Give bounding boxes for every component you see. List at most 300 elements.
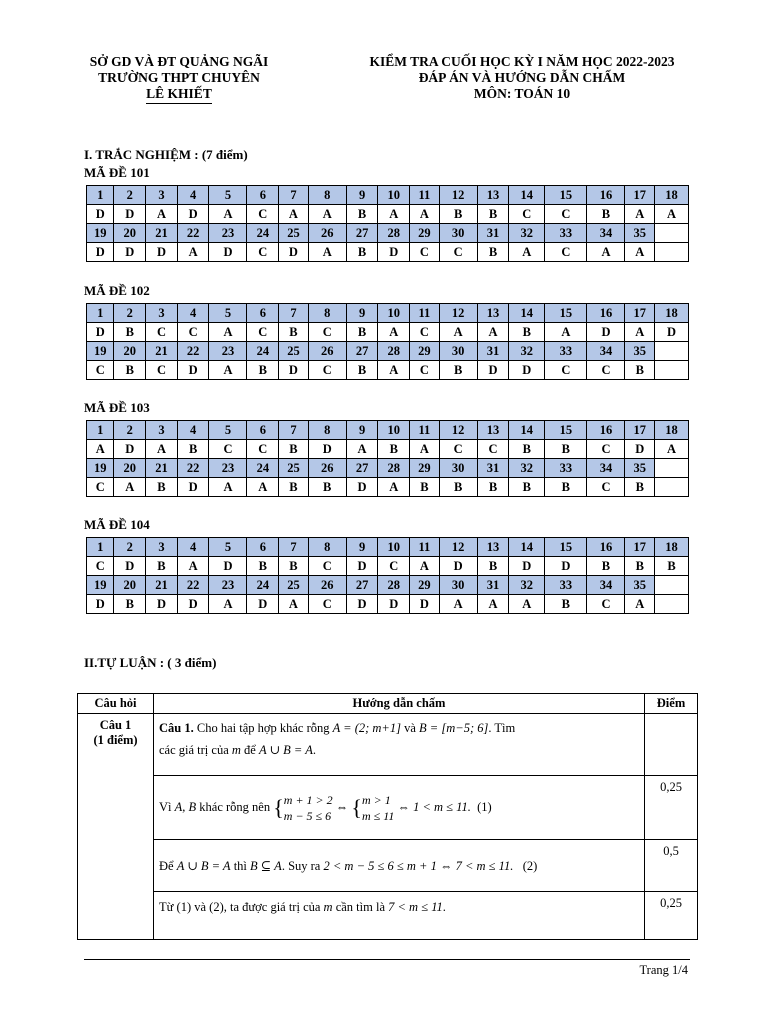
answer-row bbox=[87, 243, 689, 262]
question-number-cell: 14 bbox=[509, 421, 545, 440]
system1-line1: m + 1 > 2 bbox=[283, 792, 333, 807]
question-number-cell: 32 bbox=[509, 224, 545, 243]
question-number-cell: 29 bbox=[410, 342, 440, 361]
question-number-cell: 23 bbox=[209, 224, 247, 243]
answer-cell: B bbox=[346, 323, 378, 342]
answer-cell: C bbox=[308, 361, 346, 380]
answer-cell: D bbox=[279, 361, 309, 380]
step3-result: 7 < m ≤ 11 bbox=[388, 900, 443, 914]
answer-cell: C bbox=[410, 361, 440, 380]
answer-cell: B bbox=[410, 478, 440, 497]
question-number-cell: 15 bbox=[545, 421, 587, 440]
answer-cell: B bbox=[346, 243, 378, 262]
answer-cell: C bbox=[477, 440, 509, 459]
question-number-cell: 20 bbox=[114, 576, 146, 595]
question-number-cell: 12 bbox=[439, 186, 477, 205]
answer-cell: B bbox=[279, 557, 309, 576]
question-number-cell: 33 bbox=[545, 342, 587, 361]
answer-cell: B bbox=[625, 478, 655, 497]
question-number-cell: 28 bbox=[378, 576, 410, 595]
question-number-cell: 29 bbox=[410, 576, 440, 595]
question-number-cell: 28 bbox=[378, 342, 410, 361]
question-number-cell: 9 bbox=[346, 421, 378, 440]
answer-row bbox=[87, 595, 689, 614]
set-a: A = (2; m+1] bbox=[332, 721, 401, 735]
answer-cell: A bbox=[509, 243, 545, 262]
question-number-cell: 15 bbox=[545, 304, 587, 323]
question-number-cell: 6 bbox=[247, 304, 279, 323]
question-number-cell: 27 bbox=[346, 224, 378, 243]
answer-cell: B bbox=[545, 478, 587, 497]
question-number-cell: 6 bbox=[247, 186, 279, 205]
question-number-cell: 2 bbox=[114, 421, 146, 440]
answer-cell: B bbox=[625, 361, 655, 380]
brace-icon: { bbox=[273, 794, 284, 820]
question-number-cell: 6 bbox=[247, 421, 279, 440]
prompt-bold: Câu 1. bbox=[159, 721, 194, 735]
answer-cell: B bbox=[587, 557, 625, 576]
answer-cell: D bbox=[410, 595, 440, 614]
answer-cell: A bbox=[346, 440, 378, 459]
question-number-row bbox=[87, 538, 689, 557]
code-title: MÃ ĐỀ 104 bbox=[84, 517, 150, 532]
answer-table bbox=[86, 537, 689, 614]
question-number-cell: 31 bbox=[477, 224, 509, 243]
answer-cell: B bbox=[477, 205, 509, 224]
answer-row bbox=[87, 361, 689, 380]
question-number-cell: 3 bbox=[146, 421, 178, 440]
step1 bbox=[154, 776, 645, 840]
answer-cell: C bbox=[146, 361, 178, 380]
answer-cell: C bbox=[247, 323, 279, 342]
question-label: Câu 1 bbox=[99, 718, 132, 732]
question-number-cell: 17 bbox=[625, 421, 655, 440]
step2-points: 0,5 bbox=[645, 840, 698, 892]
exam-header bbox=[352, 54, 692, 102]
answer-cell: C bbox=[509, 205, 545, 224]
step2-condition: A ∪ B = A bbox=[176, 858, 231, 873]
answer-cell: A bbox=[114, 478, 146, 497]
step3 bbox=[154, 892, 645, 940]
question-number-cell: 25 bbox=[279, 459, 309, 478]
answer-cell: D bbox=[146, 595, 178, 614]
school-header bbox=[84, 54, 274, 104]
question-number-cell bbox=[655, 342, 689, 361]
question-number-cell: 1 bbox=[87, 538, 114, 557]
answer-cell: D bbox=[209, 243, 247, 262]
prompt-condition: A ∪ B = A bbox=[258, 743, 313, 757]
question-number-cell: 10 bbox=[378, 421, 410, 440]
subject-title: MÔN: TOÁN 10 bbox=[473, 86, 571, 101]
question-prompt bbox=[154, 714, 645, 776]
answer-cell: A bbox=[177, 557, 209, 576]
question-number-cell: 8 bbox=[308, 421, 346, 440]
question-number-cell: 3 bbox=[146, 186, 178, 205]
section2-title: II.TỰ LUẬN : ( 3 điểm) bbox=[84, 655, 217, 670]
question-number-row bbox=[87, 186, 689, 205]
answer-cell: B bbox=[146, 478, 178, 497]
exam-title: KIỂM TRA CUỐI HỌC KỲ I NĂM HỌC 2022-2023 bbox=[369, 54, 675, 69]
question-number-cell: 30 bbox=[439, 459, 477, 478]
step1-text2: khác rỗng nên bbox=[196, 799, 274, 814]
answer-cell: D bbox=[545, 557, 587, 576]
answer-cell: C bbox=[378, 557, 410, 576]
system2-line1: m > 1 bbox=[361, 792, 391, 807]
question-number-cell: 27 bbox=[346, 459, 378, 478]
question-number-cell: 35 bbox=[625, 342, 655, 361]
answer-cell: D bbox=[346, 557, 378, 576]
answer-cell: D bbox=[625, 440, 655, 459]
question-number-cell: 16 bbox=[587, 186, 625, 205]
question-number-cell bbox=[655, 576, 689, 595]
answer-cell: B bbox=[346, 361, 378, 380]
answer-cell: D bbox=[87, 205, 114, 224]
question-number-cell: 32 bbox=[509, 459, 545, 478]
answer-cell: A bbox=[378, 323, 410, 342]
step2-inequality: 2 < m − 5 ≤ 6 ≤ m + 1 ⇔ 7 < m ≤ 11. bbox=[323, 858, 514, 873]
answer-cell: C bbox=[587, 595, 625, 614]
question-points: (1 điểm) bbox=[93, 733, 138, 747]
question-number-cell: 22 bbox=[177, 576, 209, 595]
answer-cell: C bbox=[308, 557, 346, 576]
question-number-cell: 16 bbox=[587, 421, 625, 440]
footer-divider bbox=[84, 959, 690, 960]
answer-cell: A bbox=[209, 595, 247, 614]
question-number-cell: 10 bbox=[378, 186, 410, 205]
prompt-end: . bbox=[312, 743, 316, 757]
step1-text: Vì bbox=[159, 799, 175, 814]
question-number-cell: 2 bbox=[114, 538, 146, 557]
answer-cell: D bbox=[587, 323, 625, 342]
answer-cell: B bbox=[439, 205, 477, 224]
answer-cell: A bbox=[625, 323, 655, 342]
answer-cell: C bbox=[587, 440, 625, 459]
school-name: TRƯỜNG THPT CHUYÊN bbox=[98, 70, 260, 85]
answer-cell: B bbox=[625, 557, 655, 576]
answer-cell: B bbox=[509, 323, 545, 342]
question-number-cell: 1 bbox=[87, 421, 114, 440]
answer-key-title: ĐÁP ÁN VÀ HƯỚNG DẪN CHẤM bbox=[418, 70, 626, 85]
question-number-cell: 24 bbox=[247, 576, 279, 595]
step1-points: 0,25 bbox=[645, 776, 698, 840]
answer-row bbox=[87, 478, 689, 497]
answer-cell: A bbox=[279, 205, 309, 224]
answer-cell: D bbox=[346, 595, 378, 614]
question-number-cell: 35 bbox=[625, 576, 655, 595]
question-number-cell: 29 bbox=[410, 459, 440, 478]
question-number-cell: 28 bbox=[378, 224, 410, 243]
question-number-row bbox=[87, 421, 689, 440]
question-number-cell: 11 bbox=[410, 538, 440, 557]
question-number-cell: 24 bbox=[247, 459, 279, 478]
question-number-cell: 9 bbox=[346, 538, 378, 557]
code-title: MÃ ĐỀ 103 bbox=[84, 400, 150, 415]
answer-cell: A bbox=[378, 478, 410, 497]
question-number-cell: 29 bbox=[410, 224, 440, 243]
answer-cell: D bbox=[177, 205, 209, 224]
question-number-cell: 3 bbox=[146, 304, 178, 323]
question-number-cell: 15 bbox=[545, 186, 587, 205]
answer-cell: A bbox=[655, 440, 689, 459]
answer-row bbox=[87, 557, 689, 576]
question-number-cell: 20 bbox=[114, 224, 146, 243]
answer-cell: D bbox=[655, 323, 689, 342]
answer-cell: C bbox=[545, 205, 587, 224]
brace-icon: { bbox=[351, 794, 362, 820]
question-number-cell: 14 bbox=[509, 186, 545, 205]
answer-cell: B bbox=[439, 478, 477, 497]
step3-var-m: m bbox=[323, 900, 333, 914]
question-number-cell: 7 bbox=[279, 538, 309, 557]
system2-line2: m ≤ 11 bbox=[361, 808, 395, 823]
question-number-cell: 17 bbox=[625, 538, 655, 557]
answer-cell: B bbox=[247, 361, 279, 380]
question-number-cell: 23 bbox=[209, 576, 247, 595]
section1-title: I. TRẮC NGHIỆM : (7 điểm) bbox=[84, 147, 248, 162]
col-guide-header: Hướng dẫn chấm bbox=[154, 694, 645, 714]
question-number-cell: 33 bbox=[545, 576, 587, 595]
answer-cell: A bbox=[587, 243, 625, 262]
prompt-de: để bbox=[240, 743, 259, 757]
question-number-cell: 30 bbox=[439, 224, 477, 243]
step3-text: Từ (1) và (2), ta được giá trị của bbox=[159, 900, 324, 914]
question-number-cell: 27 bbox=[346, 576, 378, 595]
question-number-cell: 25 bbox=[279, 576, 309, 595]
answer-cell: B bbox=[308, 478, 346, 497]
answer-cell: C bbox=[177, 323, 209, 342]
question-number-cell: 34 bbox=[587, 342, 625, 361]
answer-cell: A bbox=[477, 595, 509, 614]
answer-cell: C bbox=[587, 478, 625, 497]
answer-cell: A bbox=[410, 557, 440, 576]
question-number-cell: 23 bbox=[209, 342, 247, 361]
step1-sets: A, B bbox=[174, 799, 197, 814]
question-number-cell: 17 bbox=[625, 304, 655, 323]
answer-cell: B bbox=[114, 323, 146, 342]
question-number-cell: 8 bbox=[308, 186, 346, 205]
answer-cell: C bbox=[146, 323, 178, 342]
answer-cell: B bbox=[545, 595, 587, 614]
question-number-cell: 34 bbox=[587, 576, 625, 595]
question-number-cell: 5 bbox=[209, 186, 247, 205]
code-title: MÃ ĐỀ 101 bbox=[84, 165, 150, 180]
question-number-cell: 33 bbox=[545, 224, 587, 243]
answer-cell: A bbox=[655, 205, 689, 224]
step2-text3: . Suy ra bbox=[281, 858, 324, 873]
answer-table bbox=[86, 420, 689, 497]
answer-cell: B bbox=[378, 440, 410, 459]
question-number-cell: 5 bbox=[209, 421, 247, 440]
answer-cell: A bbox=[279, 595, 309, 614]
answer-cell: A bbox=[410, 205, 440, 224]
question-number-cell: 18 bbox=[655, 538, 689, 557]
question-number-cell: 30 bbox=[439, 576, 477, 595]
answer-cell: A bbox=[625, 205, 655, 224]
question-number-cell: 24 bbox=[247, 342, 279, 361]
question-number-cell: 20 bbox=[114, 342, 146, 361]
question-number-cell: 7 bbox=[279, 186, 309, 205]
answer-cell: B bbox=[477, 557, 509, 576]
answer-cell: B bbox=[114, 361, 146, 380]
question-number-cell: 9 bbox=[346, 186, 378, 205]
question-number-cell: 35 bbox=[625, 224, 655, 243]
question-number-cell: 13 bbox=[477, 304, 509, 323]
question-number-cell bbox=[655, 224, 689, 243]
system-1 bbox=[284, 792, 333, 824]
question-number-cell: 13 bbox=[477, 421, 509, 440]
question-number-cell: 21 bbox=[146, 459, 178, 478]
step1-result: ⇔ 1 < m ≤ 11. bbox=[397, 799, 471, 814]
answer-cell: D bbox=[177, 361, 209, 380]
answer-cell: A bbox=[477, 323, 509, 342]
question-number-cell: 12 bbox=[439, 421, 477, 440]
question-number-cell bbox=[655, 459, 689, 478]
page-number: Trang 1/4 bbox=[639, 963, 688, 977]
answer-cell: C bbox=[247, 243, 279, 262]
question-number-cell: 23 bbox=[209, 459, 247, 478]
question-number-cell: 19 bbox=[87, 459, 114, 478]
question-number-cell: 19 bbox=[87, 342, 114, 361]
question-number-cell: 12 bbox=[439, 538, 477, 557]
answer-cell: A bbox=[509, 595, 545, 614]
question-number-cell: 32 bbox=[509, 576, 545, 595]
step2-subset: B ⊆ A bbox=[250, 858, 282, 873]
question-number-row bbox=[87, 459, 689, 478]
answer-row bbox=[87, 205, 689, 224]
answer-cell: D bbox=[346, 478, 378, 497]
answer-cell: D bbox=[114, 205, 146, 224]
answer-cell: C bbox=[247, 440, 279, 459]
question-number-cell: 7 bbox=[279, 421, 309, 440]
question-number-cell: 31 bbox=[477, 342, 509, 361]
answer-cell: C bbox=[587, 361, 625, 380]
question-number-cell: 18 bbox=[655, 421, 689, 440]
question-number-row bbox=[87, 576, 689, 595]
answer-cell: A bbox=[625, 595, 655, 614]
system-2 bbox=[362, 792, 394, 824]
answer-cell: C bbox=[308, 323, 346, 342]
question-number-cell: 5 bbox=[209, 304, 247, 323]
question-number-cell: 8 bbox=[308, 304, 346, 323]
question-number-cell: 30 bbox=[439, 342, 477, 361]
answer-cell: D bbox=[279, 243, 309, 262]
answer-cell: B bbox=[587, 205, 625, 224]
question-number-cell: 34 bbox=[587, 459, 625, 478]
answer-cell: C bbox=[545, 361, 587, 380]
answer-cell: C bbox=[308, 595, 346, 614]
question-number-cell: 4 bbox=[177, 304, 209, 323]
answer-cell: A bbox=[545, 323, 587, 342]
answer-cell: B bbox=[509, 478, 545, 497]
answer-cell: D bbox=[146, 243, 178, 262]
answer-cell: A bbox=[410, 440, 440, 459]
question-number-cell: 25 bbox=[279, 224, 309, 243]
answer-cell: D bbox=[114, 243, 146, 262]
question-number-cell: 2 bbox=[114, 304, 146, 323]
question-number-cell: 15 bbox=[545, 538, 587, 557]
answer-cell: D bbox=[308, 440, 346, 459]
answer-cell: A bbox=[209, 323, 247, 342]
answer-cell: A bbox=[378, 205, 410, 224]
answer-cell: D bbox=[509, 557, 545, 576]
question-number-cell: 19 bbox=[87, 224, 114, 243]
question-number-cell: 4 bbox=[177, 538, 209, 557]
question-number-cell: 17 bbox=[625, 186, 655, 205]
question-number-cell: 28 bbox=[378, 459, 410, 478]
answer-cell: B bbox=[146, 557, 178, 576]
answer-cell bbox=[655, 478, 689, 497]
prompt-points-cell bbox=[645, 714, 698, 776]
answer-cell: B bbox=[477, 243, 509, 262]
answer-cell: D bbox=[378, 243, 410, 262]
question-number-cell: 18 bbox=[655, 304, 689, 323]
question-number-cell: 33 bbox=[545, 459, 587, 478]
answer-cell bbox=[655, 361, 689, 380]
question-number-cell: 3 bbox=[146, 538, 178, 557]
answer-cell: A bbox=[177, 243, 209, 262]
question-number-cell: 26 bbox=[308, 224, 346, 243]
question-number-cell: 19 bbox=[87, 576, 114, 595]
question-number-cell: 8 bbox=[308, 538, 346, 557]
answer-cell: A bbox=[87, 440, 114, 459]
answer-cell: B bbox=[279, 440, 309, 459]
question-number-cell: 31 bbox=[477, 576, 509, 595]
question-number-cell: 22 bbox=[177, 459, 209, 478]
answer-cell: A bbox=[378, 361, 410, 380]
answer-row bbox=[87, 440, 689, 459]
answer-cell: A bbox=[308, 205, 346, 224]
step3-text2: cần tìm là bbox=[332, 900, 389, 914]
question-number-cell: 34 bbox=[587, 224, 625, 243]
answer-cell: C bbox=[410, 243, 440, 262]
question-number-cell: 27 bbox=[346, 342, 378, 361]
step3-end: . bbox=[442, 900, 446, 914]
answer-cell: A bbox=[209, 205, 247, 224]
system1-line2: m − 5 ≤ 6 bbox=[283, 808, 332, 823]
step3-points: 0,25 bbox=[645, 892, 698, 940]
question-number-cell: 1 bbox=[87, 186, 114, 205]
question-number-cell: 12 bbox=[439, 304, 477, 323]
question-number-cell: 26 bbox=[308, 576, 346, 595]
answer-cell: D bbox=[509, 361, 545, 380]
answer-table bbox=[86, 185, 689, 262]
question-number-cell: 18 bbox=[655, 186, 689, 205]
essay-guide-table bbox=[77, 693, 698, 940]
question-number-cell: 24 bbox=[247, 224, 279, 243]
step2-tag: (2) bbox=[522, 858, 538, 873]
answer-cell: C bbox=[439, 440, 477, 459]
question-number-cell: 35 bbox=[625, 459, 655, 478]
answer-cell: C bbox=[87, 478, 114, 497]
answer-cell: D bbox=[177, 478, 209, 497]
answer-cell: B bbox=[279, 323, 309, 342]
question-number-cell: 9 bbox=[346, 304, 378, 323]
question-number-cell: 32 bbox=[509, 342, 545, 361]
answer-cell: D bbox=[114, 557, 146, 576]
answer-cell: B bbox=[114, 595, 146, 614]
answer-cell: D bbox=[87, 595, 114, 614]
answer-cell: B bbox=[177, 440, 209, 459]
answer-cell: B bbox=[247, 557, 279, 576]
answer-cell: C bbox=[247, 205, 279, 224]
question-number-cell: 6 bbox=[247, 538, 279, 557]
question-number-cell: 1 bbox=[87, 304, 114, 323]
question-number-cell: 7 bbox=[279, 304, 309, 323]
question-number-cell: 11 bbox=[410, 304, 440, 323]
question-number-cell: 13 bbox=[477, 538, 509, 557]
question-number-cell: 10 bbox=[378, 538, 410, 557]
question-number-row bbox=[87, 304, 689, 323]
